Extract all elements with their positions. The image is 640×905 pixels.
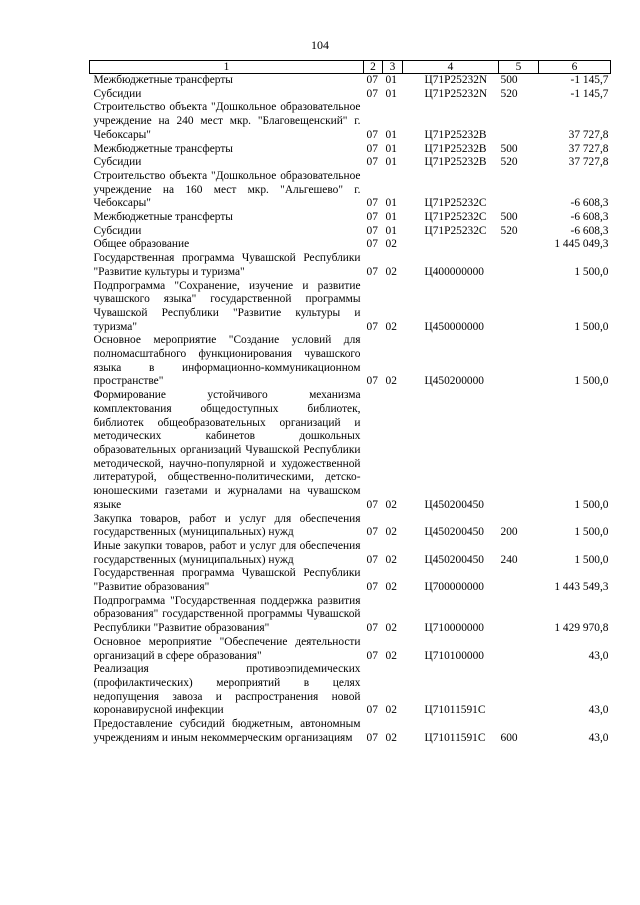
row-section: 07 [366, 553, 378, 566]
row-expense-type [499, 101, 539, 142]
header-col-3: 3 [383, 61, 403, 74]
row-expense-type [499, 389, 539, 512]
row-subsection: 02 [385, 581, 397, 594]
row-subsection: 01 [385, 74, 397, 86]
row-target-code: Ц71P25232B [424, 156, 487, 169]
row-subsection: 02 [385, 622, 397, 635]
row-target-code: Ц450200000 [424, 375, 484, 388]
row-amount: 1 500,0 [574, 265, 609, 278]
table-row [90, 513, 611, 540]
row-target-code: Ц71P25232B [424, 128, 487, 141]
table-row [90, 252, 611, 279]
row-section: 07 [366, 142, 378, 155]
row-section: 07 [366, 197, 378, 210]
row-amount: 1 500,0 [574, 553, 609, 566]
row-expense-type [499, 334, 539, 389]
row-target-code: Ц450000000 [424, 320, 484, 333]
row-amount: 43,0 [588, 649, 609, 662]
row-subsection: 01 [385, 142, 397, 155]
row-name: Иные закупки товаров, работ и услуг для обеспечения государственных (муниципальных) нужд [93, 539, 361, 566]
row-expense-type: 520 [500, 224, 518, 237]
row-target-code: Ц71P25232C [424, 197, 487, 210]
table-row [90, 280, 611, 335]
row-target-code: Ц700000000 [424, 581, 484, 594]
header-col-1: 1 [90, 61, 364, 74]
row-amount: 37 727,8 [568, 156, 609, 169]
table-row [90, 156, 611, 170]
table-row [90, 540, 611, 567]
row-amount: -6 608,3 [570, 197, 609, 210]
row-subsection: 01 [385, 211, 397, 224]
row-expense-type [499, 170, 539, 211]
row-target-code: Ц450200450 [424, 498, 484, 511]
row-section: 07 [366, 265, 378, 278]
row-name: Государственная программа Чувашской Республики "Развитие образования" [93, 567, 361, 594]
table-row [90, 143, 611, 157]
header-col-6: 6 [539, 61, 611, 74]
row-amount: -1 145,7 [570, 87, 609, 100]
row-expense-type [499, 252, 539, 279]
row-target-code: Ц710000000 [424, 622, 484, 635]
row-name: Строительство объекта "Дошкольное образовательное учреждение на 160 мест мкр. "Альгешево" г. Чебоксары" [93, 169, 361, 210]
row-name: Основное мероприятие "Создание условий для полномасштабного функционирования чувашского языка в информационно-коммуникационном пространстве" [93, 334, 361, 388]
row-subsection: 02 [385, 649, 397, 662]
row-section: 07 [366, 375, 378, 388]
budget-table [89, 60, 611, 745]
table-row [90, 238, 611, 252]
row-name: Предоставление субсидий бюджетным, автономным учреждениям и иным некоммерческим организациям [93, 718, 361, 744]
row-subsection: 01 [385, 224, 397, 237]
row-target-code: Ц710100000 [424, 649, 484, 662]
table-row [90, 101, 611, 142]
row-subsection: 01 [385, 156, 397, 169]
row-expense-type [499, 595, 539, 636]
row-expense-type [499, 280, 539, 335]
row-expense-type [499, 636, 539, 663]
table-row [90, 718, 611, 745]
table-row [90, 567, 611, 594]
table-row [90, 663, 611, 718]
row-expense-type: 500 [500, 142, 518, 155]
row-subsection: 01 [385, 197, 397, 210]
row-amount: 1 500,0 [574, 320, 609, 333]
row-amount: 43,0 [588, 731, 609, 744]
row-target-code: Ц71P25232C [424, 224, 487, 237]
row-subsection: 02 [385, 704, 397, 717]
row-section: 07 [366, 704, 378, 717]
table-row [90, 636, 611, 663]
row-subsection: 01 [385, 128, 397, 141]
header-row [90, 61, 611, 74]
row-amount: 1 429 970,8 [554, 622, 609, 635]
row-section: 07 [366, 87, 378, 100]
row-expense-type [499, 238, 539, 252]
row-subsection: 02 [385, 498, 397, 511]
row-section: 07 [366, 238, 378, 251]
row-expense-type: 520 [500, 156, 518, 169]
row-target-code: Ц71P25232C [424, 211, 487, 224]
row-name: Реализация противоэпидемических (профилактических) мероприятий в целях недопущения завоза и распространения новой коронавирусной инфекции [93, 663, 361, 717]
row-section: 07 [366, 622, 378, 635]
row-expense-type [499, 663, 539, 718]
row-name: Подпрограмма "Государственная поддержка развития образования" государственной программы Чувашской Республики "Развитие образования" [93, 594, 361, 635]
row-target-code: Ц400000000 [424, 265, 484, 278]
page-number: 104 [311, 38, 329, 52]
row-name: Закупка товаров, работ и услуг для обеспечения государственных (муниципальных) нужд [93, 512, 361, 539]
row-target-code: Ц71P25232B [424, 142, 487, 155]
row-section: 07 [366, 526, 378, 539]
row-expense-type: 200 [500, 526, 518, 539]
row-subsection: 01 [385, 87, 397, 100]
row-subsection: 02 [385, 238, 397, 251]
table-row [90, 334, 611, 389]
row-target-code: Ц71P25232N [424, 87, 488, 100]
row-section: 07 [366, 320, 378, 333]
row-amount: 37 727,8 [568, 142, 609, 155]
row-expense-type: 600 [500, 731, 518, 744]
table-row [90, 74, 611, 88]
row-amount: -6 608,3 [570, 211, 609, 224]
row-name: Субсидии [93, 156, 142, 169]
row-section: 07 [366, 581, 378, 594]
row-name: Подпрограмма "Сохранение, изучение и развитие чувашского языка" государственной программы Чувашской Республики "Развитие культуры и туризма" [93, 279, 361, 333]
row-target-code: Ц71011591C [424, 704, 486, 717]
row-name: Субсидии [93, 87, 142, 100]
table-row [90, 88, 611, 102]
row-section: 07 [366, 156, 378, 169]
header-col-5: 5 [499, 61, 539, 74]
row-subsection: 02 [385, 553, 397, 566]
table-body [90, 74, 611, 746]
row-amount: 1 500,0 [574, 526, 609, 539]
row-subsection: 02 [385, 320, 397, 333]
row-section: 07 [366, 224, 378, 237]
row-subsection: 02 [385, 526, 397, 539]
table-row [90, 170, 611, 211]
row-target-code: Ц71011591C [424, 731, 486, 744]
row-name: Межбюджетные трансферты [93, 74, 233, 86]
row-section: 07 [366, 498, 378, 511]
row-name: Субсидии [93, 224, 142, 237]
table-row [90, 595, 611, 636]
row-amount: 1 500,0 [574, 498, 609, 511]
row-subsection: 02 [385, 265, 397, 278]
row-expense-type [499, 567, 539, 594]
row-section: 07 [366, 128, 378, 141]
row-name: Государственная программа Чувашской Республики "Развитие культуры и туризма" [93, 252, 361, 278]
row-amount: 1 445 049,3 [554, 238, 609, 251]
row-name: Общее образование [93, 238, 190, 251]
row-target-code [403, 238, 499, 252]
row-section: 07 [366, 731, 378, 744]
row-name: Межбюджетные трансферты [93, 142, 233, 155]
row-expense-type: 500 [500, 211, 518, 224]
row-target-code: Ц450200450 [424, 553, 484, 566]
row-name: Формирование устойчивого механизма комплектования общедоступных библиотек, библиотек общеобразовательных организаций и методических кабинетов дошкольных образовательных организаций Чувашской Республики методической, научно-популярной и художественной литературой, общественно-политическими, детско-юношескими газетами и журналами на чувашском языке [93, 389, 361, 511]
row-amount: -1 145,7 [570, 74, 609, 86]
row-amount: 1 500,0 [574, 375, 609, 388]
row-amount: 43,0 [588, 704, 609, 717]
row-amount: 37 727,8 [568, 128, 609, 141]
header-col-4: 4 [403, 61, 499, 74]
row-amount: 1 443 549,3 [554, 581, 609, 594]
row-target-code: Ц450200450 [424, 526, 484, 539]
row-expense-type: 240 [500, 553, 518, 566]
row-name: Строительство объекта "Дошкольное образовательное учреждение на 240 мест мкр. "Благовещенский" г. Чебоксары" [93, 101, 361, 141]
row-expense-type: 500 [500, 74, 518, 86]
row-target-code: Ц71P25232N [424, 74, 488, 86]
row-name: Основное мероприятие "Обеспечение деятельности организаций в сфере образования" [93, 635, 361, 662]
row-subsection: 02 [385, 375, 397, 388]
row-expense-type: 520 [500, 87, 518, 100]
row-section: 07 [366, 649, 378, 662]
row-section: 07 [366, 74, 378, 86]
row-subsection: 02 [385, 731, 397, 744]
row-name: Межбюджетные трансферты [93, 211, 233, 224]
row-amount: -6 608,3 [570, 224, 609, 237]
header-col-2: 2 [364, 61, 383, 74]
table-row [90, 225, 611, 239]
table-row [90, 389, 611, 512]
row-section: 07 [366, 211, 378, 224]
table-row [90, 211, 611, 225]
